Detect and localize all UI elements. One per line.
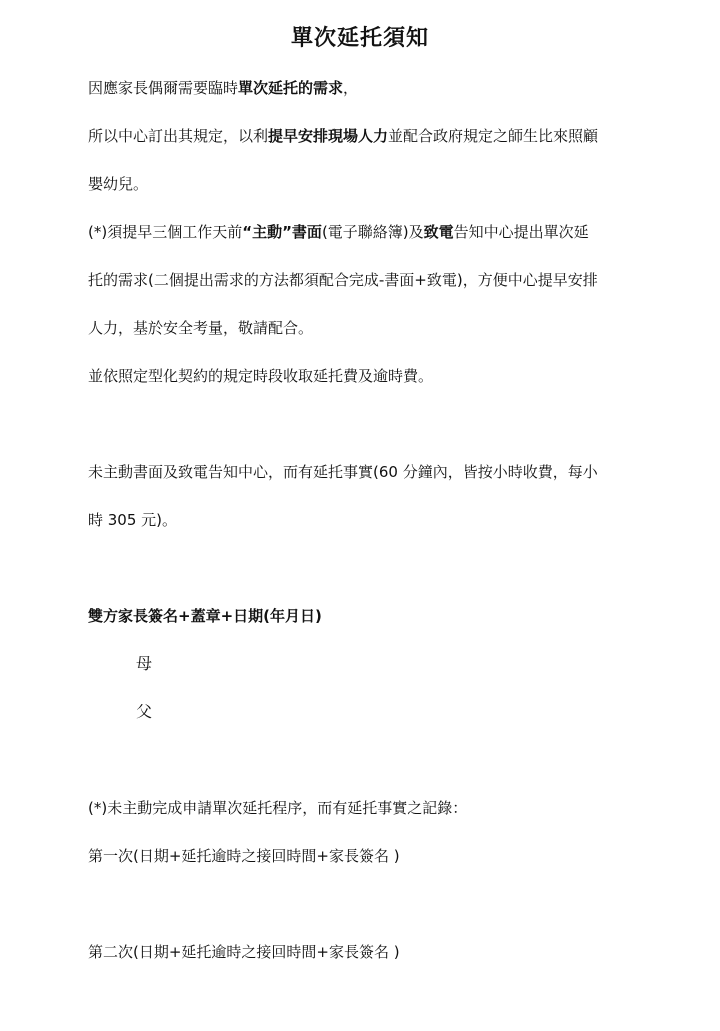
signature-mother-label: 母: [136, 654, 153, 673]
record-first: 第一次(日期+延托逾時之接回時間+家長簽名 ): [88, 847, 400, 865]
paragraph-need-emphasis: 單次延托的需求: [238, 79, 344, 97]
record-second: 第二次(日期+延托逾時之接回時間+家長簽名 ): [88, 943, 400, 961]
paragraph-notice-text: (*)須提早三個工作天前: [88, 223, 243, 241]
signature-father-label: 父: [136, 702, 153, 721]
paragraph-rules-text: 所以中心訂出其規定，以利: [88, 127, 269, 145]
paragraph-rules-text-end: 並配合政府規定之師生比來照顧: [388, 127, 599, 145]
record-intro: (*)未主動完成申請單次延托程序，而有延托事實之記錄：: [88, 799, 468, 817]
signature-heading: 雙方家長簽名+蓋章+日期(年月日): [88, 607, 322, 625]
paragraph-rules-emphasis: 提早安排現場人力: [268, 127, 389, 145]
paragraph-notice: [88, 220, 589, 244]
paragraph-rules: [88, 124, 598, 148]
paragraph-penalty-continued: 時 305 元)。: [88, 511, 178, 529]
paragraph-need: [88, 76, 358, 100]
paragraph-notice-active-written: “主動”書面: [242, 223, 322, 241]
paragraph-notice-continued-2: 人力，基於安全考量，敬請配合。: [88, 319, 314, 337]
paragraph-notice-contact-book: (電子聯絡簿)及: [321, 223, 424, 241]
paragraph-need-punct: ，: [343, 79, 359, 97]
paragraph-notice-continued-1: 托的需求(二個提出需求的方法都須配合完成-書面+致電)，方便中心提早安排: [88, 271, 598, 289]
paragraph-need-text: 因應家長偶爾需要臨時: [88, 79, 239, 97]
document-title: 單次延托須知: [290, 26, 429, 51]
paragraph-fees: 並依照定型化契約的規定時段收取延托費及逾時費。: [88, 367, 434, 385]
paragraph-rules-continued: 嬰幼兒。: [88, 175, 149, 193]
paragraph-notice-text-end: 告知中心提出單次延: [453, 223, 589, 241]
paragraph-penalty: 未主動書面及致電告知中心，而有延托事實(60 分鐘內，皆按小時收費，每小: [88, 463, 598, 481]
paragraph-notice-phone: 致電: [423, 223, 454, 241]
